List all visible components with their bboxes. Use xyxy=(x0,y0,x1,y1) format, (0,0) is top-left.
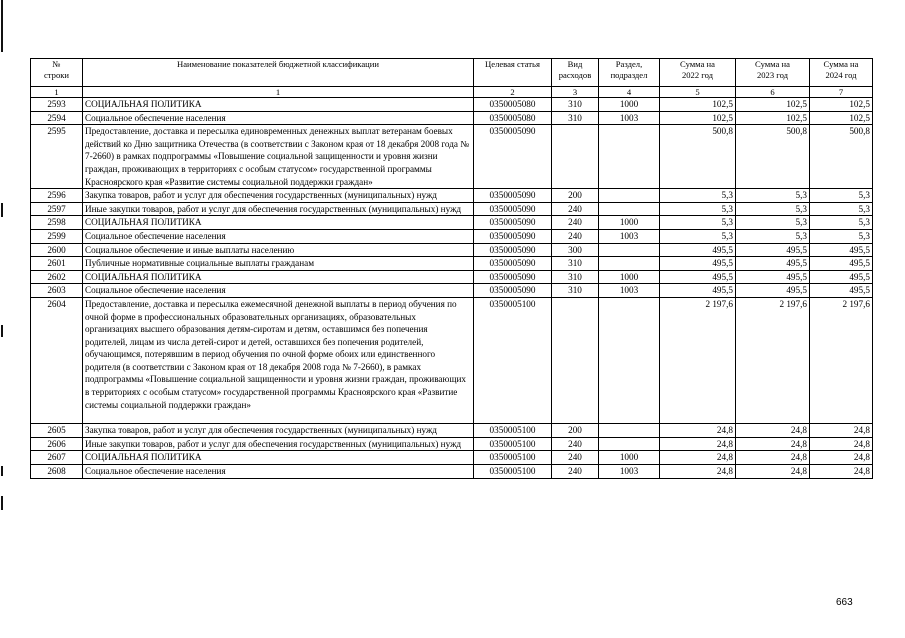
sum-2022-cell: 5,3 xyxy=(660,189,736,203)
row-number-cell: 2603 xyxy=(31,284,83,298)
expense-kind-cell xyxy=(552,297,599,423)
target-article-cell: 0350005090 xyxy=(474,229,552,243)
indicator-name-cell: Социальное обеспечение населения xyxy=(83,284,474,298)
row-number-cell: 2598 xyxy=(31,216,83,230)
column-number: 3 xyxy=(552,87,599,98)
header-section: Раздел, подраздел xyxy=(599,59,660,87)
indicator-name-cell: Предоставление, доставка и пересылка единовременных денежных выплат ветеранам боевых действий ко Дню защитника Отечества (в соответствии с Законом края от 18 декабря 2008 года № 7-2660) в рамках подпрограммы «Повышение социальной защищенности и уровня жизни граждан, проживающих в территориях с особым статусом» государственной программы Красноярского края «Развитие системы социальной поддержки граждан» xyxy=(83,125,474,189)
section-cell xyxy=(599,202,660,216)
table-header-row xyxy=(31,59,873,87)
page-number: 663 xyxy=(836,597,853,608)
target-article-cell: 0350005090 xyxy=(474,202,552,216)
sum-2022-cell: 5,3 xyxy=(660,216,736,230)
indicator-name-cell: СОЦИАЛЬНАЯ ПОЛИТИКА xyxy=(83,216,474,230)
table-row xyxy=(31,98,873,112)
row-number-cell: 2600 xyxy=(31,243,83,257)
target-article-cell: 0350005100 xyxy=(474,451,552,465)
row-number-cell: 2606 xyxy=(31,437,83,451)
expense-kind-cell: 310 xyxy=(552,270,599,284)
header-indicator-name: Наименование показателей бюджетной классификации xyxy=(83,59,474,87)
target-article-cell: 0350005100 xyxy=(474,437,552,451)
sum-2023-cell: 24,8 xyxy=(736,437,810,451)
table-row xyxy=(31,451,873,465)
section-cell xyxy=(599,189,660,203)
section-cell xyxy=(599,243,660,257)
sum-2022-cell: 495,5 xyxy=(660,270,736,284)
row-number-cell: 2595 xyxy=(31,125,83,189)
sum-2023-cell: 495,5 xyxy=(736,270,810,284)
sum-2022-cell: 495,5 xyxy=(660,284,736,298)
column-number: 2 xyxy=(474,87,552,98)
expense-kind-cell: 200 xyxy=(552,189,599,203)
target-article-cell: 0350005090 xyxy=(474,257,552,271)
expense-kind-cell: 240 xyxy=(552,216,599,230)
section-cell xyxy=(599,297,660,423)
table-row xyxy=(31,465,873,479)
header-sum-2024: Сумма на 2024 год xyxy=(810,59,873,87)
section-cell: 1003 xyxy=(599,229,660,243)
sum-2022-cell: 24,8 xyxy=(660,465,736,479)
sum-2024-cell: 495,5 xyxy=(810,284,873,298)
sum-2024-cell: 5,3 xyxy=(810,229,873,243)
table-row xyxy=(31,125,873,189)
table-row xyxy=(31,202,873,216)
section-cell xyxy=(599,125,660,189)
sum-2024-cell: 495,5 xyxy=(810,257,873,271)
table-row xyxy=(31,270,873,284)
sum-2023-cell: 24,8 xyxy=(736,424,810,438)
sum-2022-cell: 495,5 xyxy=(660,257,736,271)
expense-kind-cell: 240 xyxy=(552,465,599,479)
table-row xyxy=(31,189,873,203)
sum-2023-cell: 24,8 xyxy=(736,465,810,479)
expense-kind-cell: 240 xyxy=(552,437,599,451)
section-cell xyxy=(599,424,660,438)
sum-2024-cell: 24,8 xyxy=(810,437,873,451)
indicator-name-cell: Иные закупки товаров, работ и услуг для обеспечения государственных (муниципальных) нужд xyxy=(83,437,474,451)
row-number-cell: 2602 xyxy=(31,270,83,284)
section-cell: 1000 xyxy=(599,216,660,230)
sum-2024-cell: 24,8 xyxy=(810,451,873,465)
scan-edge-mark xyxy=(1,203,3,217)
expense-kind-cell xyxy=(552,125,599,189)
sum-2024-cell: 2 197,6 xyxy=(810,297,873,423)
indicator-name-cell: Социальное обеспечение населения xyxy=(83,229,474,243)
sum-2024-cell: 500,8 xyxy=(810,125,873,189)
section-cell: 1000 xyxy=(599,98,660,112)
sum-2023-cell: 5,3 xyxy=(736,229,810,243)
scan-edge-mark xyxy=(1,0,3,52)
sum-2023-cell: 102,5 xyxy=(736,111,810,125)
sum-2023-cell: 24,8 xyxy=(736,451,810,465)
column-number: 1 xyxy=(83,87,474,98)
sum-2024-cell: 24,8 xyxy=(810,465,873,479)
indicator-name-cell: СОЦИАЛЬНАЯ ПОЛИТИКА xyxy=(83,270,474,284)
sum-2023-cell: 500,8 xyxy=(736,125,810,189)
sum-2023-cell: 495,5 xyxy=(736,243,810,257)
header-sum-2022: Сумма на 2022 год xyxy=(660,59,736,87)
row-number-cell: 2599 xyxy=(31,229,83,243)
target-article-cell: 0350005090 xyxy=(474,243,552,257)
column-number: 7 xyxy=(810,87,873,98)
sum-2022-cell: 2 197,6 xyxy=(660,297,736,423)
indicator-name-cell: Социальное обеспечение населения xyxy=(83,465,474,479)
table-row xyxy=(31,111,873,125)
sum-2022-cell: 24,8 xyxy=(660,437,736,451)
header-target-article: Целевая статья xyxy=(474,59,552,87)
row-number-cell: 2608 xyxy=(31,465,83,479)
indicator-name-cell: Социальное обеспечение населения xyxy=(83,111,474,125)
sum-2022-cell: 495,5 xyxy=(660,243,736,257)
section-cell xyxy=(599,257,660,271)
column-number: 1 xyxy=(31,87,83,98)
header-expense-kind: Вид расходов xyxy=(552,59,599,87)
sum-2023-cell: 102,5 xyxy=(736,98,810,112)
indicator-name-cell: Закупка товаров, работ и услуг для обеспечения государственных (муниципальных) нужд xyxy=(83,189,474,203)
expense-kind-cell: 240 xyxy=(552,451,599,465)
sum-2022-cell: 24,8 xyxy=(660,424,736,438)
row-number-cell: 2593 xyxy=(31,98,83,112)
expense-kind-cell: 240 xyxy=(552,202,599,216)
column-number-row xyxy=(31,87,873,98)
budget-classification-table xyxy=(30,58,873,479)
target-article-cell: 0350005090 xyxy=(474,270,552,284)
scan-edge-mark xyxy=(1,466,3,476)
sum-2024-cell: 102,5 xyxy=(810,98,873,112)
table-row xyxy=(31,284,873,298)
expense-kind-cell: 200 xyxy=(552,424,599,438)
target-article-cell: 0350005090 xyxy=(474,125,552,189)
sum-2023-cell: 495,5 xyxy=(736,284,810,298)
target-article-cell: 0350005090 xyxy=(474,284,552,298)
target-article-cell: 0350005100 xyxy=(474,297,552,423)
section-cell xyxy=(599,437,660,451)
sum-2023-cell: 5,3 xyxy=(736,202,810,216)
sum-2023-cell: 2 197,6 xyxy=(736,297,810,423)
row-number-cell: 2597 xyxy=(31,202,83,216)
indicator-name-cell: Публичные нормативные социальные выплаты гражданам xyxy=(83,257,474,271)
table-row xyxy=(31,424,873,438)
scan-edge-mark xyxy=(1,325,3,337)
sum-2024-cell: 495,5 xyxy=(810,243,873,257)
sum-2022-cell: 500,8 xyxy=(660,125,736,189)
sum-2022-cell: 102,5 xyxy=(660,98,736,112)
target-article-cell: 0350005100 xyxy=(474,465,552,479)
sum-2023-cell: 5,3 xyxy=(736,189,810,203)
row-number-cell: 2594 xyxy=(31,111,83,125)
expense-kind-cell: 310 xyxy=(552,284,599,298)
row-number-cell: 2604 xyxy=(31,297,83,423)
indicator-name-cell: Предоставление, доставка и пересылка ежемесячной денежной выплаты в период обучения по очной форме в профессиональных образовательных организациях, образовательных организациях высшего образования детям-сиротам и детям, оставшимся без попечения родителей, лицам из числа детей-сирот и детей, оставшихся без попечения родителей, обучающимся, потерявшим в период обучения по очной форме обоих или единственного родителя (в соответствии с Законом края от 18 декабря 2008 года № 7-2660), в рамках подпрограммы «Повышение социальной защищенности и уровня жизни граждан, проживающих в территориях с особым статусом» государственной программы Красноярского края «Развитие системы социальной поддержки граждан» xyxy=(83,297,474,423)
table-row xyxy=(31,257,873,271)
sum-2024-cell: 5,3 xyxy=(810,202,873,216)
table-row xyxy=(31,229,873,243)
header-sum-2023: Сумма на 2023 год xyxy=(736,59,810,87)
sum-2024-cell: 24,8 xyxy=(810,424,873,438)
column-number: 6 xyxy=(736,87,810,98)
sum-2023-cell: 495,5 xyxy=(736,257,810,271)
table-row xyxy=(31,243,873,257)
section-cell: 1003 xyxy=(599,111,660,125)
section-cell: 1000 xyxy=(599,270,660,284)
sum-2024-cell: 5,3 xyxy=(810,189,873,203)
expense-kind-cell: 310 xyxy=(552,111,599,125)
expense-kind-cell: 310 xyxy=(552,98,599,112)
sum-2024-cell: 102,5 xyxy=(810,111,873,125)
row-number-cell: 2607 xyxy=(31,451,83,465)
header-row-number: № строки xyxy=(31,59,83,87)
sum-2023-cell: 5,3 xyxy=(736,216,810,230)
sum-2022-cell: 24,8 xyxy=(660,451,736,465)
target-article-cell: 0350005080 xyxy=(474,98,552,112)
table-row xyxy=(31,216,873,230)
scan-edge-mark xyxy=(1,496,3,510)
sum-2022-cell: 102,5 xyxy=(660,111,736,125)
section-cell: 1003 xyxy=(599,465,660,479)
target-article-cell: 0350005090 xyxy=(474,189,552,203)
table-row xyxy=(31,437,873,451)
target-article-cell: 0350005090 xyxy=(474,216,552,230)
row-number-cell: 2596 xyxy=(31,189,83,203)
table-row xyxy=(31,297,873,423)
sum-2022-cell: 5,3 xyxy=(660,202,736,216)
target-article-cell: 0350005100 xyxy=(474,424,552,438)
indicator-name-cell: Социальное обеспечение и иные выплаты населению xyxy=(83,243,474,257)
sum-2024-cell: 495,5 xyxy=(810,270,873,284)
row-number-cell: 2601 xyxy=(31,257,83,271)
section-cell: 1000 xyxy=(599,451,660,465)
row-number-cell: 2605 xyxy=(31,424,83,438)
indicator-name-cell: Закупка товаров, работ и услуг для обеспечения государственных (муниципальных) нужд xyxy=(83,424,474,438)
column-number: 4 xyxy=(599,87,660,98)
sum-2024-cell: 5,3 xyxy=(810,216,873,230)
expense-kind-cell: 310 xyxy=(552,257,599,271)
target-article-cell: 0350005080 xyxy=(474,111,552,125)
expense-kind-cell: 240 xyxy=(552,229,599,243)
section-cell: 1003 xyxy=(599,284,660,298)
sum-2022-cell: 5,3 xyxy=(660,229,736,243)
indicator-name-cell: СОЦИАЛЬНАЯ ПОЛИТИКА xyxy=(83,451,474,465)
expense-kind-cell: 300 xyxy=(552,243,599,257)
table-body xyxy=(31,98,873,479)
indicator-name-cell: Иные закупки товаров, работ и услуг для обеспечения государственных (муниципальных) нужд xyxy=(83,202,474,216)
column-number: 5 xyxy=(660,87,736,98)
indicator-name-cell: СОЦИАЛЬНАЯ ПОЛИТИКА xyxy=(83,98,474,112)
